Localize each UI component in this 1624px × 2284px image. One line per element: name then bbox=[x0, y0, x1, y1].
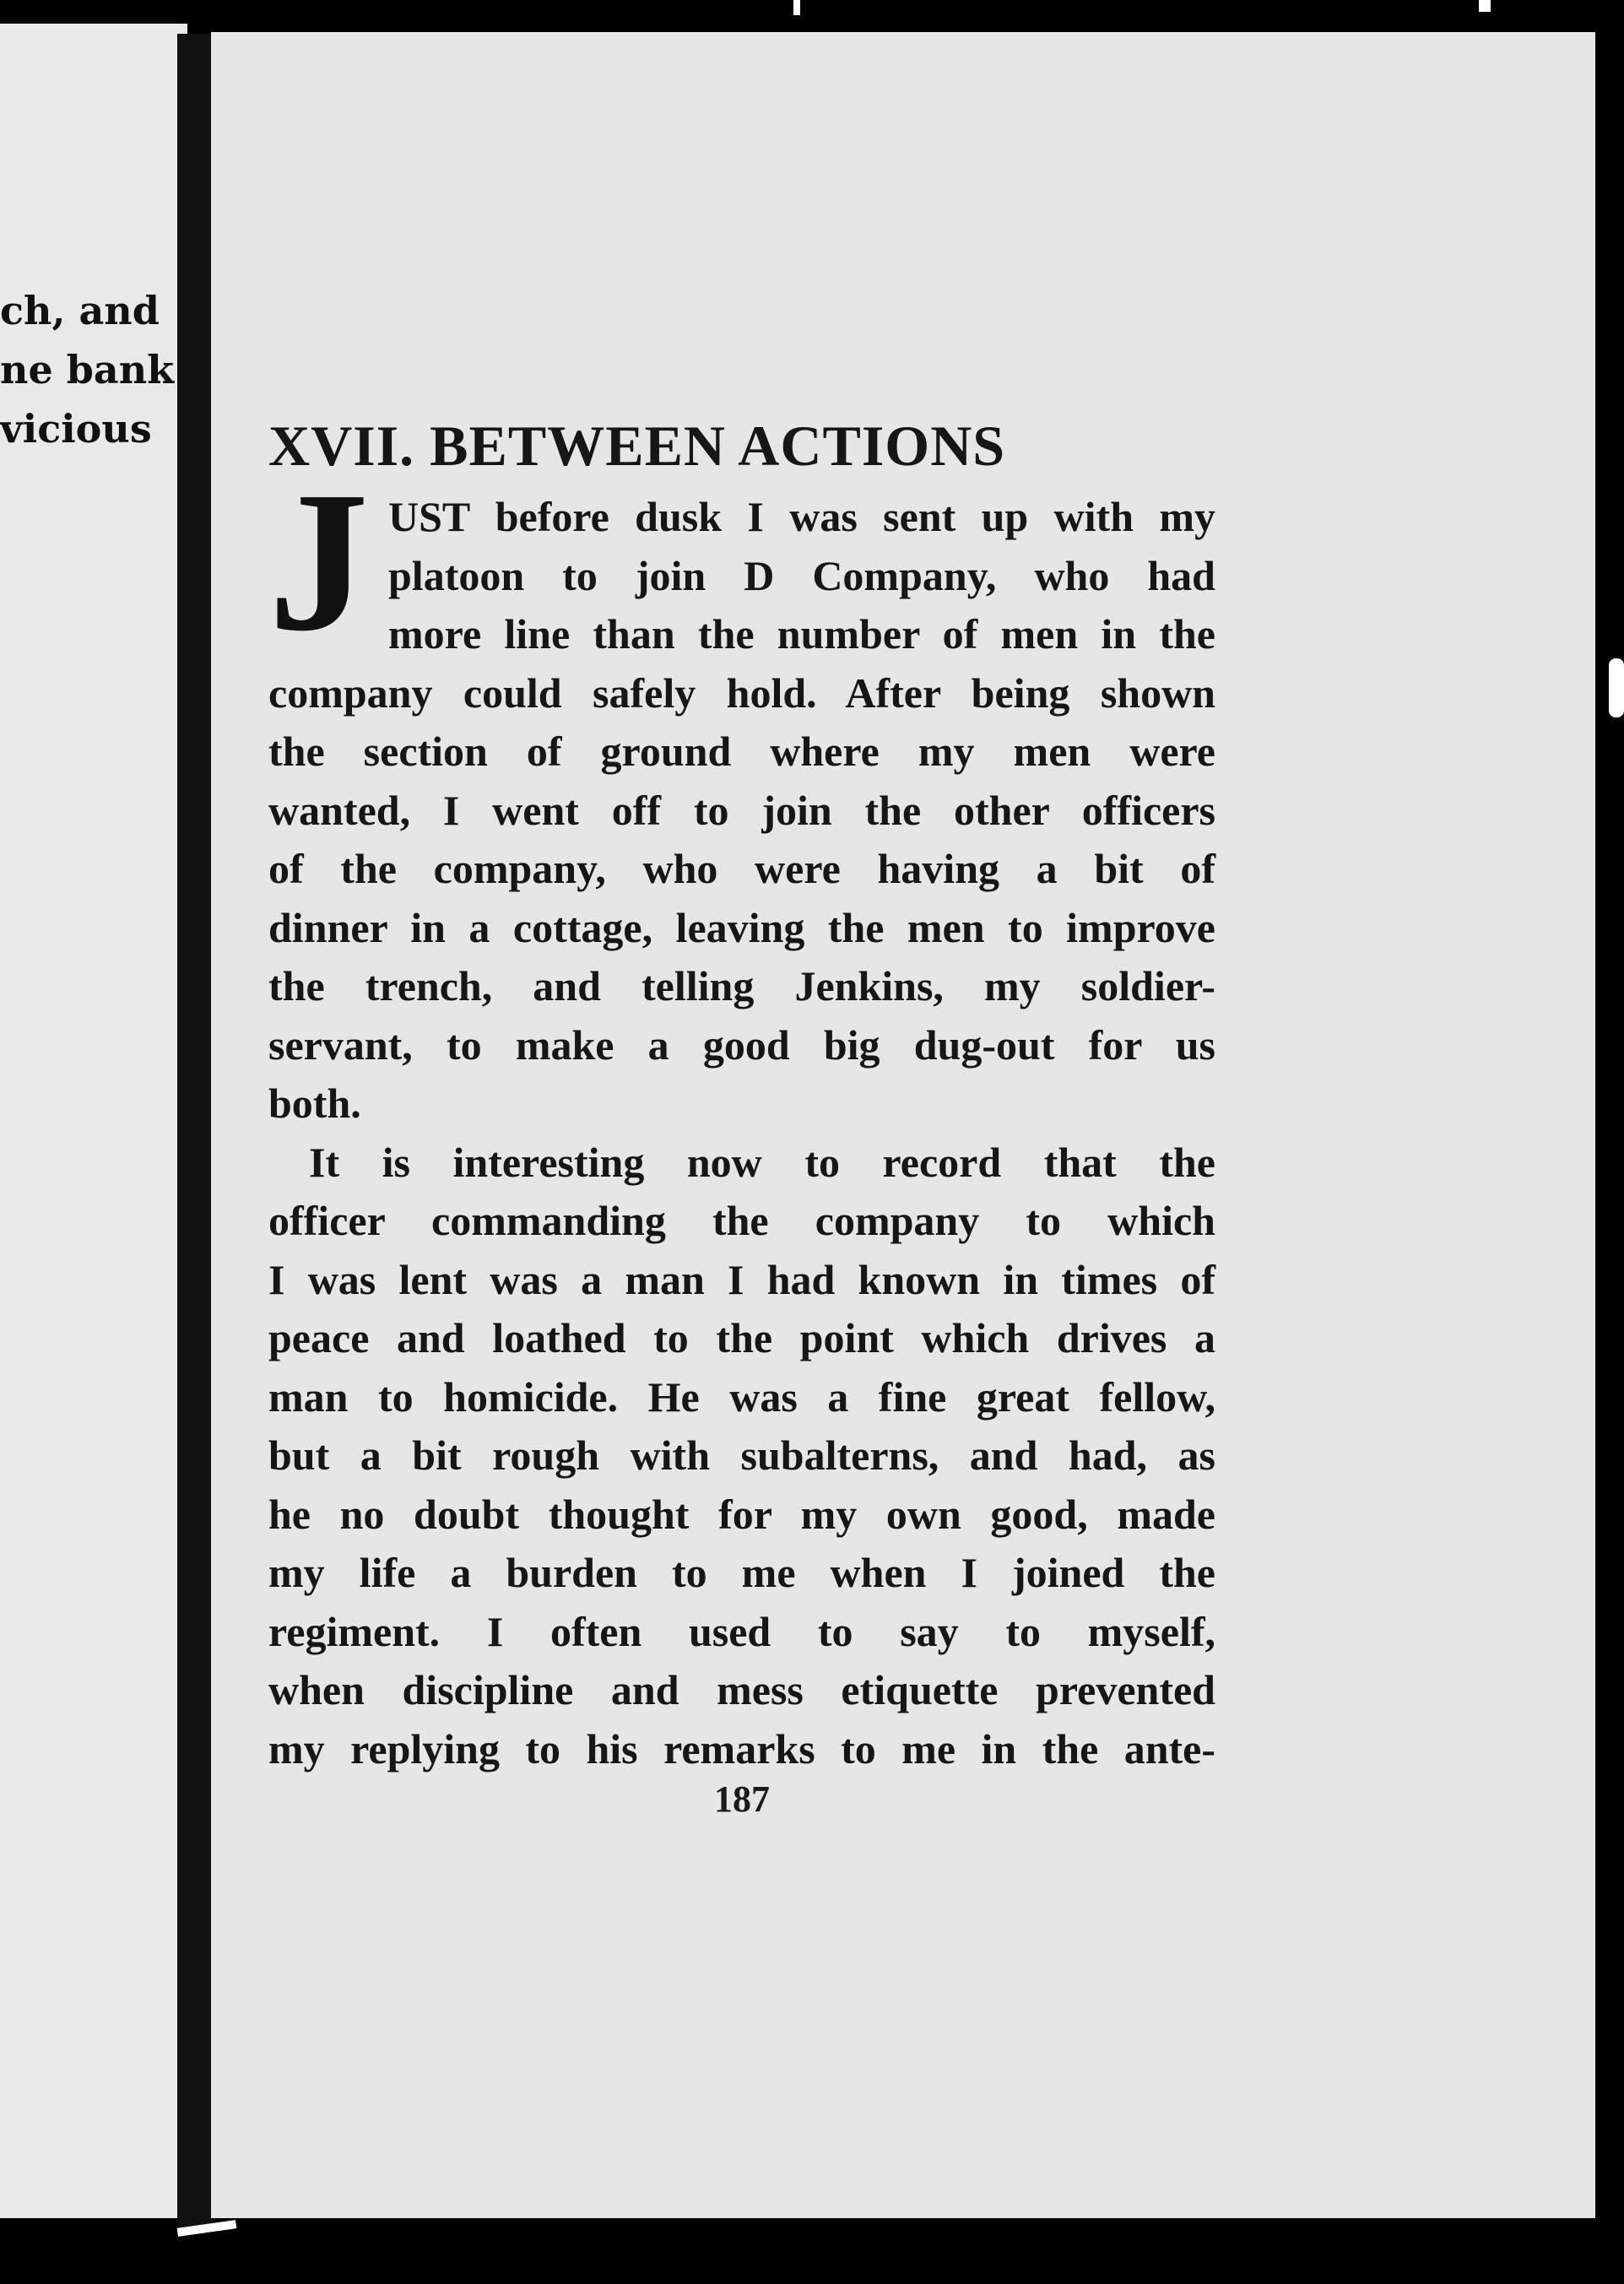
text-line: both. bbox=[268, 1080, 361, 1127]
page-number: 187 bbox=[714, 1778, 770, 1820]
scan-artifact bbox=[793, 0, 800, 15]
text-line: of the company, who were having a bit of bbox=[268, 845, 1215, 892]
text-line: servant, to make a good big dug-out for us bbox=[268, 1020, 1215, 1069]
text-line: but a bit rough with subalterns, and had, as bbox=[268, 1432, 1215, 1479]
text-line: dinner in a cottage, leaving the men to improve bbox=[268, 903, 1215, 951]
text-line: my life a burden to me when I joined the bbox=[268, 1549, 1215, 1596]
text-line: regiment. I often used to say to myself, bbox=[268, 1607, 1215, 1655]
previous-page bbox=[0, 24, 187, 2218]
text-line: my replying to his remarks to me in the ante- bbox=[268, 1724, 1215, 1773]
text-line: the section of ground where my men were bbox=[268, 728, 1215, 775]
text-line: officer commanding the company to which bbox=[268, 1197, 1215, 1244]
drop-cap: J bbox=[268, 451, 369, 673]
text-line: It is interesting now to record that the bbox=[309, 1138, 1215, 1186]
previous-page-line: ch, and bbox=[0, 288, 160, 333]
previous-page-line: vicious bbox=[0, 406, 152, 452]
text-line: platoon to join D Company, who had bbox=[388, 551, 1215, 599]
text-line: the trench, and telling Jenkins, my soldier- bbox=[268, 962, 1215, 1009]
scan-artifact bbox=[1479, 0, 1491, 12]
previous-page-line: ne bank bbox=[0, 347, 175, 392]
text-line: more line than the number of men in the bbox=[388, 610, 1215, 658]
text-line: he no doubt thought for my own good, made bbox=[268, 1490, 1215, 1538]
scan-artifact bbox=[1609, 658, 1624, 717]
text-line: man to homicide. He was a fine great fellow, bbox=[268, 1372, 1215, 1421]
text-line: peace and loathed to the point which drives a bbox=[268, 1314, 1215, 1361]
paragraph-1 bbox=[268, 451, 1215, 1134]
text-line: when discipline and mess etiquette prevented bbox=[268, 1666, 1215, 1713]
text-line: wanted, I went off to join the other officers bbox=[268, 786, 1215, 834]
previous-page-text bbox=[0, 281, 175, 458]
chapter-title: XVII. BETWEEN ACTIONS bbox=[268, 414, 1006, 478]
text-line: company could safely hold. After being shown bbox=[268, 668, 1215, 717]
page-text-block bbox=[268, 412, 1215, 1820]
paragraph-2 bbox=[268, 1134, 1215, 1779]
book-gutter bbox=[177, 34, 215, 2228]
text-line: UST before dusk I was sent up with my bbox=[388, 493, 1215, 540]
text-line: I was lent was a man I had known in times of bbox=[268, 1255, 1215, 1303]
